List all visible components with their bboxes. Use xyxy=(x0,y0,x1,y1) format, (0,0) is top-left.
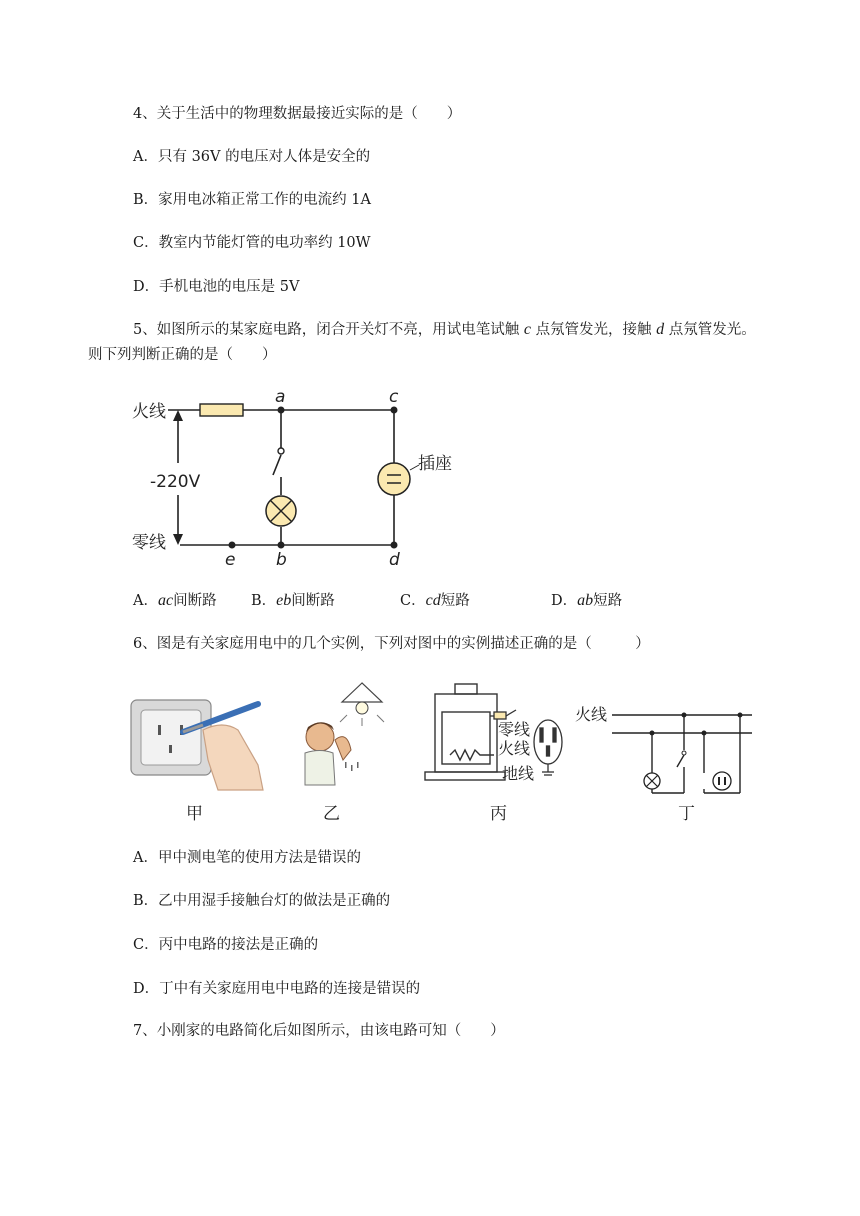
q5-option-d-var: ab xyxy=(577,592,594,609)
q5-option-b-text: 间断路 xyxy=(291,593,335,609)
q5-stem-line1 xyxy=(133,320,756,340)
bing-live-label: 火线 xyxy=(498,739,531,758)
ceiling-lamp-icon xyxy=(340,683,384,726)
q7-stem: 7、小刚家的电路简化后如图所示，由该电路可知（ ） xyxy=(133,1023,505,1039)
q5-socket-label: 插座 xyxy=(418,454,452,474)
q5-option-c-var: cd xyxy=(425,592,441,609)
ding-socket-icon xyxy=(713,772,731,790)
q5-option-d xyxy=(551,591,622,611)
q5-option-a xyxy=(133,591,217,611)
bing-ground-label: 地线 xyxy=(502,764,535,783)
lamp-icon xyxy=(266,496,296,526)
figure-jia-label: 甲 xyxy=(186,804,203,824)
node-b-label: b xyxy=(276,550,287,570)
fuse-icon xyxy=(200,404,243,416)
q5-live-label: 火线 xyxy=(132,402,166,422)
figure-yi-label: 乙 xyxy=(323,804,340,824)
q5-option-b-letter: B． xyxy=(251,593,277,609)
figure-bing xyxy=(420,680,570,830)
q5-stem-line2: 则下列判断正确的是（ ） xyxy=(88,347,277,363)
q4-option-c: C．教室内节能灯管的电功率约 10W xyxy=(133,235,371,251)
node-a-label: a xyxy=(275,387,286,407)
q5-stem-part3: 点氖管发光。 xyxy=(668,322,756,338)
q5-neutral-label: 零线 xyxy=(132,533,166,553)
q4-option-d: D．手机电池的电压是 5V xyxy=(133,279,300,295)
node-c-label: c xyxy=(389,387,399,407)
q5-option-a-letter: A． xyxy=(133,593,158,609)
q5-option-b-var: eb xyxy=(276,592,292,609)
figure-ding-label: 丁 xyxy=(678,804,695,824)
q4-option-b: B．家用电冰箱正常工作的电流约 1A xyxy=(133,192,371,208)
q5-option-c-text: 短路 xyxy=(440,593,470,609)
q5-stem-part2: 点氖管发光，接触 xyxy=(535,322,652,338)
q4-stem: 4、关于生活中的物理数据最接近实际的是（ ） xyxy=(133,106,462,122)
node-e-label: e xyxy=(225,550,236,570)
socket-icon xyxy=(378,463,419,495)
q5-option-a-text: 间断路 xyxy=(173,593,217,609)
q5-stem-var-c: c xyxy=(523,321,531,338)
node-d-label: d xyxy=(389,550,400,570)
q6-option-c: C．丙中电路的接法是正确的 xyxy=(133,937,319,953)
ding-lamp-icon xyxy=(644,773,660,789)
ding-live-label: 火线 xyxy=(575,705,608,724)
q5-option-d-letter: D． xyxy=(551,593,578,609)
q5-option-b xyxy=(251,591,335,611)
bing-neutral-label: 零线 xyxy=(498,720,531,739)
wall-socket-icon xyxy=(131,700,211,775)
q6-option-b: B．乙中用湿手接触台灯的做法是正确的 xyxy=(133,893,391,909)
q5-option-c xyxy=(400,591,470,611)
q6-option-d: D．丁中有关家庭用电中电路的连接是错误的 xyxy=(133,981,421,997)
q6-stem: 6、图是有关家庭用电中的几个实例，下列对图中的实例描述正确的是（ ） xyxy=(133,636,650,652)
q6-option-a: A．甲中测电笔的使用方法是错误的 xyxy=(133,850,361,866)
q4-option-a: A．只有 36V 的电压对人体是安全的 xyxy=(133,149,371,165)
hand-icon xyxy=(203,725,263,790)
q5-stem-part1: 5、如图所示的某家庭电路，闭合开关灯不亮，用试电笔试触 xyxy=(133,322,520,338)
q5-option-c-letter: C． xyxy=(400,593,426,609)
figure-ding xyxy=(572,695,762,830)
q5-option-a-var: ac xyxy=(157,592,174,609)
q5-circuit-diagram xyxy=(128,385,458,570)
q5-voltage-label: -220V xyxy=(150,472,201,492)
boy-icon xyxy=(305,722,351,785)
figure-yi xyxy=(285,680,395,830)
appliance-icon xyxy=(425,684,505,780)
figure-bing-label: 丙 xyxy=(490,804,507,824)
figure-jia xyxy=(128,690,268,830)
q5-option-d-text: 短路 xyxy=(593,593,623,609)
q5-stem-var-d: d xyxy=(656,321,665,338)
